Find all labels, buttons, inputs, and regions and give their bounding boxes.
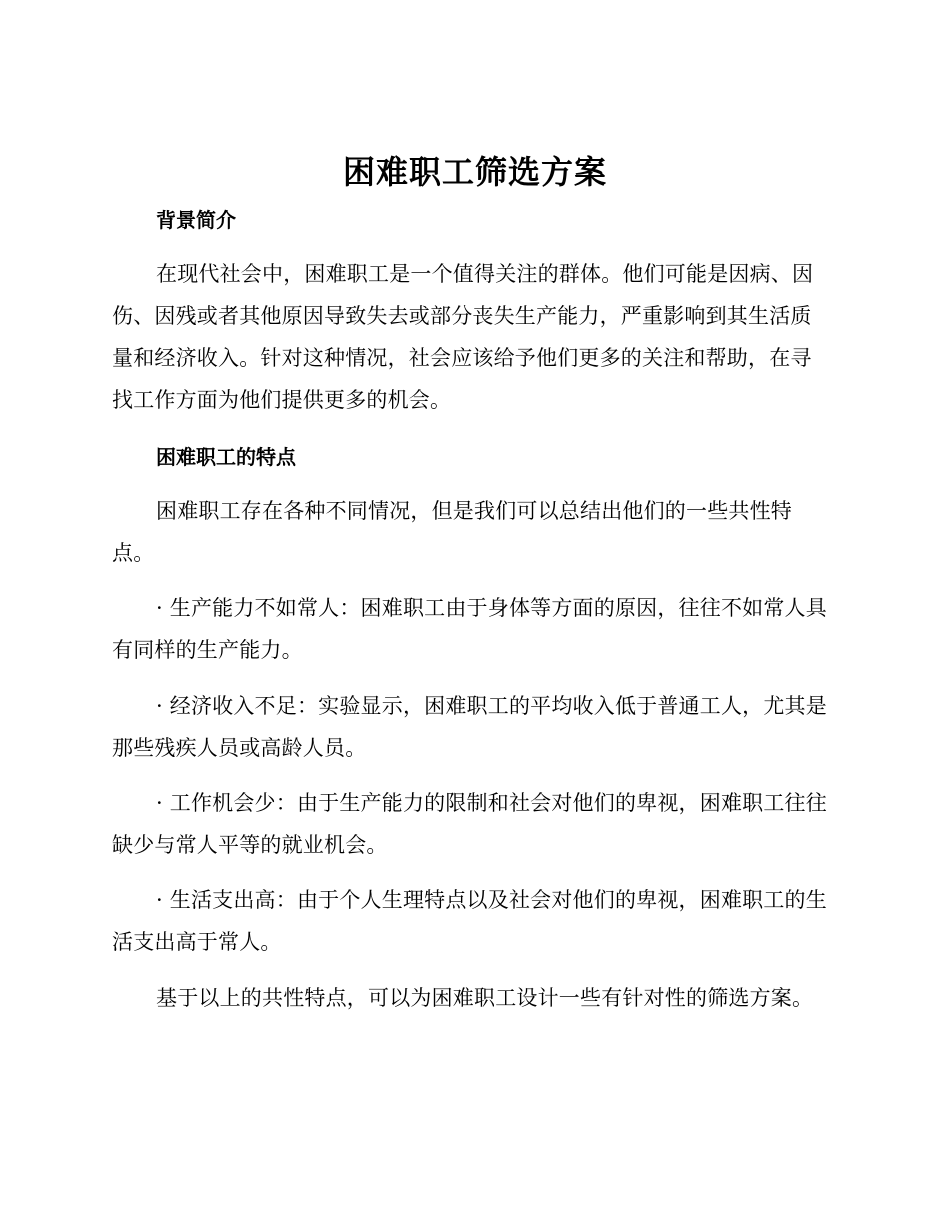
bullet-item-income: · 经济收入不足：实验显示，困难职工的平均收入低于普通工人，尤其是那些残疾人员或高龄人员。 [112,694,827,760]
conclusion-paragraph: 基于以上的共性特点，可以为困难职工设计一些有针对性的筛选方案。 [156,986,814,1010]
bullet-item-job-opportunities: · 工作机会少：由于生产能力的限制和社会对他们的卑视，困难职工往往缺少与常人平等的就业机会。 [112,791,827,857]
characteristics-intro-paragraph: 困难职工存在各种不同情况，但是我们可以总结出他们的一些共性特点。 [112,499,792,565]
background-paragraph: 在现代社会中，困难职工是一个值得关注的群体。他们可能是因病、因伤、因残或者其他原因导致失去或部分丧失生产能力，严重影响到其生活质量和经济收入。针对这种情况，社会应该给予他们更多的关注和帮助，在寻找工作方面为他们提供更多的机会。 [112,262,814,412]
section-heading-background: 背景简介 [156,208,236,232]
bullet-item-productivity: · 生产能力不如常人：困难职工由于身体等方面的原因，往往不如常人具有同样的生产能力。 [112,596,827,662]
section-heading-characteristics: 困难职工的特点 [156,445,296,469]
bullet-item-living-expenses: · 生活支出高：由于个人生理特点以及社会对他们的卑视，困难职工的生活支出高于常人。 [112,888,827,954]
document-title: 困难职工筛选方案 [342,153,607,191]
